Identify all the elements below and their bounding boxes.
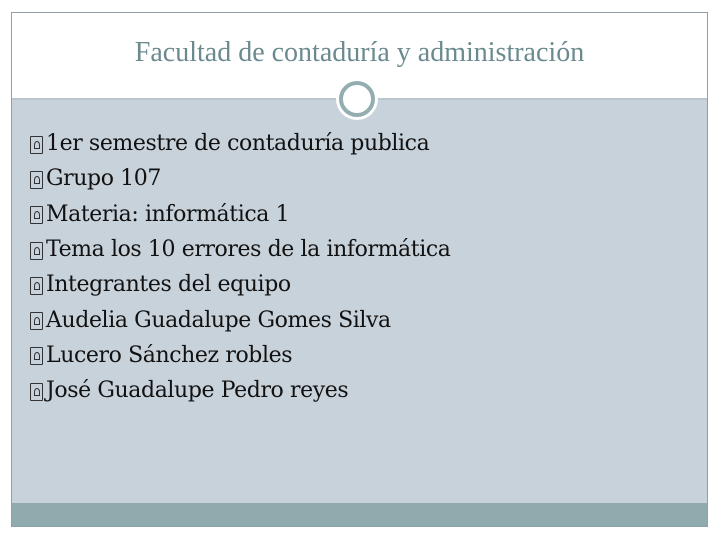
bullet-text: Lucero Sánchez robles [46, 342, 293, 368]
bullet-text: Grupo 107 [46, 166, 161, 192]
bullet-text: Tema los 10 errores de la informática [46, 237, 451, 263]
bullet-item [30, 338, 450, 373]
bullet-item [30, 197, 450, 232]
missing-glyph-icon [30, 312, 43, 330]
bullet-text: 1er semestre de contaduría publica [46, 131, 430, 157]
bullet-item [30, 232, 450, 267]
bullet-item [30, 126, 450, 161]
footer-bar [12, 503, 707, 526]
bullet-text: Materia: informática 1 [46, 201, 290, 227]
bullet-text: Integrantes del equipo [46, 272, 291, 298]
missing-glyph-icon [30, 242, 43, 260]
bullet-item [30, 373, 450, 408]
slide-title: Facultad de contaduría y administración [134, 37, 585, 68]
missing-glyph-icon [30, 136, 43, 154]
bullet-item [30, 267, 450, 302]
missing-glyph-icon [30, 206, 43, 224]
missing-glyph-icon [30, 277, 43, 295]
bullet-text: Audelia Guadalupe Gomes Silva [46, 307, 391, 333]
bullet-item [30, 302, 450, 337]
bullet-text: José Guadalupe Pedro reyes [46, 378, 349, 404]
missing-glyph-icon [30, 171, 43, 189]
bullet-list [30, 126, 450, 408]
missing-glyph-icon [30, 383, 43, 401]
bullet-item [30, 161, 450, 196]
ring-ornament-icon [339, 81, 375, 117]
missing-glyph-icon [30, 347, 43, 365]
